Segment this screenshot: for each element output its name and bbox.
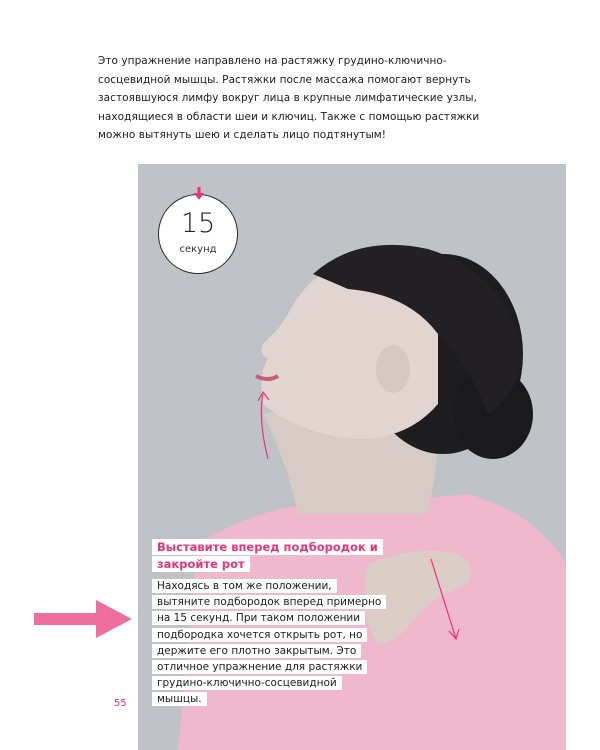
timer-value: 15 [180,208,216,239]
page-number: 55 [114,698,127,709]
timer-badge [158,194,238,274]
callout-title [152,539,392,573]
intro-text-block [98,52,518,145]
right-arrow-icon [34,600,132,638]
intro-paragraph: Это упражнение направлено на растяжку грудино-ключично-сосцевидной мышцы. Растяжки после массажа помогают вернуть застоявшуюся лимфу вокруг лица в крупные лимфатические узлы, находящиеся в области шеи и ключиц. Также с помощью растяжки можно вытянуть шею и сделать лицо подтянутым! [98,55,480,141]
callout-body [152,578,384,708]
callout-body-text: Находясь в том же положении, вытяните подбородок вперед примерно на 15 секунд. При таком положении подбородка хочется открыть рот, но держите его плотно закрытым. Это отличное упражнение для растяжки грудино-ключично-сосцевидной мышцы. [152,579,386,706]
callout-title-text: Выставите вперед подбородок и закройте рот [152,539,383,572]
timer-unit: секунд [179,244,217,255]
timer-pointer-icon [194,187,204,201]
